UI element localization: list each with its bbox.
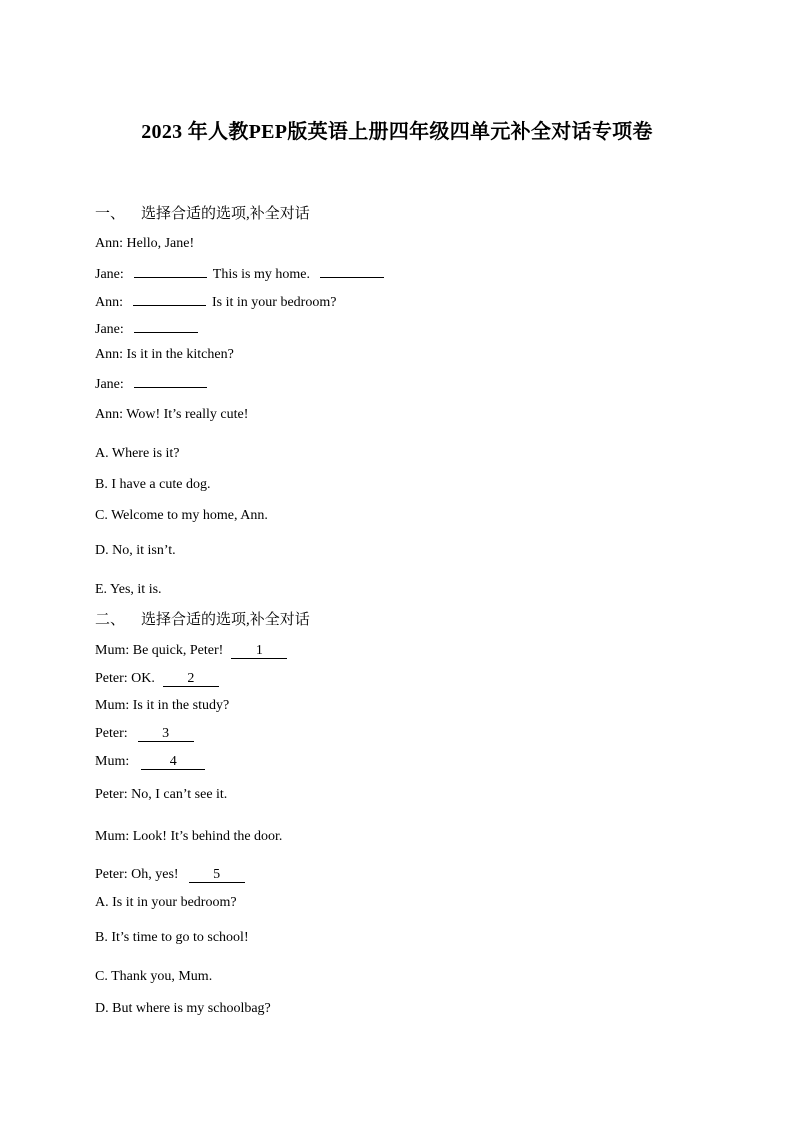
dialogue-line (95, 786, 227, 804)
dialogue-line (95, 373, 207, 394)
option-a (95, 894, 237, 912)
option-c (95, 507, 268, 525)
dialogue-line (95, 753, 205, 771)
option-text: Yes, it is. (110, 582, 162, 597)
numbered-blank[interactable]: 2 (163, 671, 219, 687)
option-letter: D. (95, 543, 109, 558)
numbered-blank[interactable]: 3 (138, 726, 194, 742)
numbered-blank[interactable]: 5 (189, 867, 245, 883)
section-1-heading (95, 205, 310, 223)
dialogue-text: Look! It’s behind the door. (132, 829, 283, 844)
speaker: Ann: (95, 347, 123, 362)
dialogue-text: OK. (131, 671, 155, 686)
answer-blank[interactable] (133, 291, 206, 306)
dialogue-line (95, 406, 248, 424)
option-d (95, 542, 176, 560)
section-2-number: 二、 (95, 612, 126, 628)
option-b (95, 929, 249, 947)
option-text: Welcome to my home, Ann. (111, 508, 268, 523)
option-letter: A. (95, 446, 109, 461)
dialogue-line (95, 263, 384, 284)
section-2-heading (95, 611, 310, 629)
dialogue-text: Is it in the study? (132, 698, 230, 713)
option-text: It’s time to go to school! (111, 930, 249, 945)
answer-blank[interactable] (134, 263, 207, 278)
speaker: Peter: (95, 787, 128, 802)
option-letter: D. (95, 1001, 109, 1016)
speaker: Jane: (95, 267, 124, 282)
option-letter: C. (95, 508, 108, 523)
option-text: Thank you, Mum. (111, 969, 213, 984)
option-letter: B. (95, 477, 108, 492)
option-letter: C. (95, 969, 108, 984)
section-2-heading-text: 选择合适的选项,补全对话 (141, 612, 310, 628)
speaker: Ann: (95, 295, 123, 310)
speaker: Mum: (95, 643, 130, 658)
dialogue-text: This is my home. (212, 267, 310, 282)
option-b (95, 476, 210, 494)
option-letter: B. (95, 930, 108, 945)
option-text: No, it isn’t. (112, 543, 176, 558)
speaker: Mum: (95, 754, 130, 769)
answer-blank[interactable] (320, 263, 384, 278)
option-text: I have a cute dog. (111, 477, 211, 492)
option-letter: E. (95, 582, 108, 597)
dialogue-text: Oh, yes! (131, 867, 179, 882)
option-letter: A. (95, 895, 109, 910)
dialogue-line (95, 642, 287, 660)
option-text: Where is it? (111, 446, 180, 461)
dialogue-text: Is it in the kitchen? (126, 347, 234, 362)
speaker: Peter: (95, 671, 128, 686)
speaker: Jane: (95, 377, 124, 392)
dialogue-line (95, 697, 229, 715)
dialogue-text: No, I can’t see it. (131, 787, 228, 802)
speaker: Peter: (95, 726, 128, 741)
dialogue-line (95, 235, 194, 253)
speaker: Mum: (95, 698, 130, 713)
speaker: Jane: (95, 322, 124, 337)
dialogue-line (95, 866, 245, 884)
numbered-blank[interactable]: 4 (141, 754, 205, 770)
speaker: Ann: (95, 236, 123, 251)
numbered-blank[interactable]: 1 (231, 643, 287, 659)
option-e (95, 581, 162, 599)
dialogue-line (95, 828, 282, 846)
answer-blank[interactable] (134, 318, 198, 333)
dialogue-line (95, 318, 198, 339)
page-title: 2023 年人教PEP版英语上册四年级四单元补全对话专项卷 (141, 121, 653, 143)
speaker: Mum: (95, 829, 130, 844)
dialogue-text: Wow! It’s really cute! (126, 407, 249, 422)
option-d (95, 1000, 271, 1018)
speaker: Ann: (95, 407, 123, 422)
section-1-heading-text: 选择合适的选项,补全对话 (141, 206, 310, 222)
option-a (95, 445, 180, 463)
section-1-number: 一、 (95, 206, 126, 222)
dialogue-text: Be quick, Peter! (132, 643, 224, 658)
option-c (95, 968, 212, 986)
option-text: Is it in your bedroom? (112, 895, 237, 910)
dialogue-line (95, 291, 336, 312)
option-text: But where is my schoolbag? (112, 1001, 271, 1016)
dialogue-line (95, 670, 219, 688)
dialogue-line (95, 725, 194, 743)
speaker: Peter: (95, 867, 128, 882)
dialogue-text: Is it in your bedroom? (212, 295, 337, 310)
answer-blank[interactable] (134, 373, 207, 388)
dialogue-text: Hello, Jane! (126, 236, 195, 251)
dialogue-line (95, 346, 234, 364)
